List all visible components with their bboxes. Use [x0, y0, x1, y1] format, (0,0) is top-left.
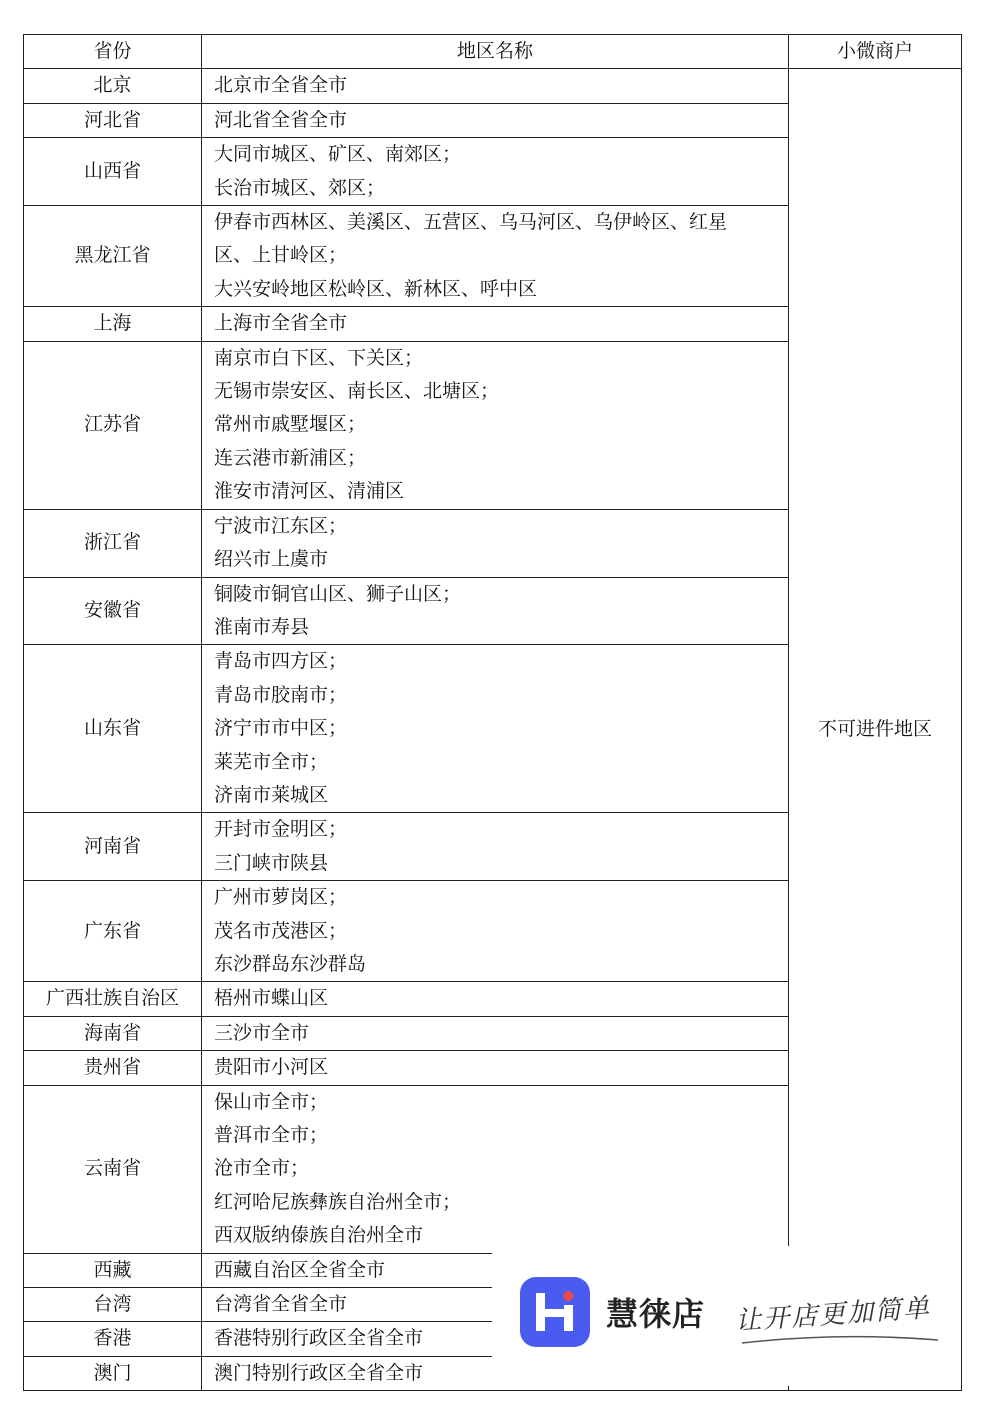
province-cell: 上海: [24, 307, 202, 341]
province-cell: 浙江省: [24, 509, 202, 577]
area-line: 区、上甘岭区；: [214, 244, 348, 267]
area-line: 西藏自治区全省全市: [214, 1258, 386, 1281]
area-line: 铜陵市铜官山区、狮子山区；: [214, 582, 462, 605]
region-table: [23, 34, 962, 1391]
table-header-row: [24, 35, 962, 69]
area-line: 河北省全省全市: [214, 108, 348, 131]
header-merchant: 小微商户: [789, 35, 962, 69]
area-line: 莱芜市全市；: [214, 750, 329, 773]
area-line: 淮南市寿县: [214, 615, 310, 638]
merchant-status-cell: 不可进件地区: [789, 69, 962, 1391]
brand-logo-icon: [520, 1277, 590, 1347]
area-line: 绍兴市上虞市: [214, 548, 329, 571]
area-line: 西双版纳傣族自治州全市: [214, 1224, 424, 1247]
header-area: 地区名称: [202, 35, 789, 69]
area-line: 沧市全市；: [214, 1157, 310, 1180]
area-line: 无锡市崇安区、南长区、北塘区；: [214, 380, 500, 403]
province-cell: 贵州省: [24, 1051, 202, 1085]
province-cell: 广西壮族自治区: [24, 982, 202, 1016]
province-cell: 黑龙江省: [24, 206, 202, 307]
province-cell: 广东省: [24, 881, 202, 982]
province-cell: 河南省: [24, 813, 202, 881]
province-cell: 海南省: [24, 1016, 202, 1050]
area-line: 三沙市全市: [214, 1021, 310, 1044]
area-cell: [202, 138, 789, 206]
area-line: 广州市萝岗区；: [214, 886, 348, 909]
area-cell: [202, 645, 789, 813]
area-cell: [202, 69, 789, 103]
area-line: 保山市全市；: [214, 1090, 329, 1113]
province-cell: 山东省: [24, 645, 202, 813]
area-line: 青岛市胶南市；: [214, 683, 348, 706]
province-cell: 香港: [24, 1322, 202, 1356]
area-line: 常州市戚墅堰区；: [214, 413, 367, 436]
area-line: 香港特别行政区全省全市: [214, 1327, 424, 1350]
area-line: 青岛市四方区；: [214, 650, 348, 673]
area-line: 北京市全省全市: [214, 74, 348, 97]
province-cell: 北京: [24, 69, 202, 103]
province-cell: 山西省: [24, 138, 202, 206]
area-line: 澳门特别行政区全省全市: [214, 1361, 424, 1384]
area-line: 南京市白下区、下关区；: [214, 346, 424, 369]
area-cell: [202, 1085, 789, 1253]
area-cell: [202, 1051, 789, 1085]
province-cell: 澳门: [24, 1356, 202, 1390]
area-line: 梧州市蝶山区: [214, 987, 329, 1010]
area-line: 贵阳市小河区: [214, 1056, 329, 1079]
area-line: 济宁市市中区；: [214, 717, 348, 740]
area-line: 红河哈尼族彝族自治州全市；: [214, 1190, 462, 1213]
area-line: 大同市城区、矿区、南郊区；: [214, 143, 462, 166]
area-line: 伊春市西林区、美溪区、五营区、乌马河区、乌伊岭区、红星: [214, 211, 728, 234]
area-line: 长治市城区、郊区；: [214, 176, 386, 199]
area-cell: [202, 509, 789, 577]
area-line: 东沙群岛东沙群岛: [214, 952, 367, 975]
area-cell: [202, 1016, 789, 1050]
area-line: 淮安市清河区、清浦区: [214, 480, 405, 503]
province-cell: 台湾: [24, 1288, 202, 1322]
brand-slogan: 让开店更加简单: [734, 1292, 933, 1337]
area-cell: [202, 307, 789, 341]
brand-name: 慧徕店: [606, 1295, 706, 1333]
area-cell: [202, 813, 789, 881]
province-cell: 云南省: [24, 1085, 202, 1253]
area-cell: [202, 577, 789, 645]
area-line: 茂名市茂港区；: [214, 919, 348, 942]
area-line: 上海市全省全市: [214, 312, 348, 335]
area-line: 三门峡市陕县: [214, 851, 329, 874]
table-row: [24, 69, 962, 103]
area-line: 大兴安岭地区松岭区、新林区、呼中区: [214, 277, 538, 300]
province-cell: 安徽省: [24, 577, 202, 645]
area-cell: [202, 881, 789, 982]
area-line: 开封市金明区；: [214, 818, 348, 841]
slogan-underline: [740, 1334, 940, 1346]
area-cell: [202, 103, 789, 137]
header-province: 省份: [24, 35, 202, 69]
area-line: 台湾省全省全市: [214, 1293, 348, 1316]
province-cell: 江苏省: [24, 341, 202, 509]
area-line: 连云港市新浦区；: [214, 446, 367, 469]
area-cell: [202, 341, 789, 509]
province-cell: 西藏: [24, 1253, 202, 1287]
area-line: 济南市莱城区: [214, 783, 329, 806]
province-cell: 河北省: [24, 103, 202, 137]
area-line: 普洱市全市；: [214, 1124, 329, 1146]
table-body: [24, 69, 962, 1391]
area-cell: [202, 206, 789, 307]
area-cell: [202, 982, 789, 1016]
area-line: 宁波市江东区；: [214, 514, 348, 537]
